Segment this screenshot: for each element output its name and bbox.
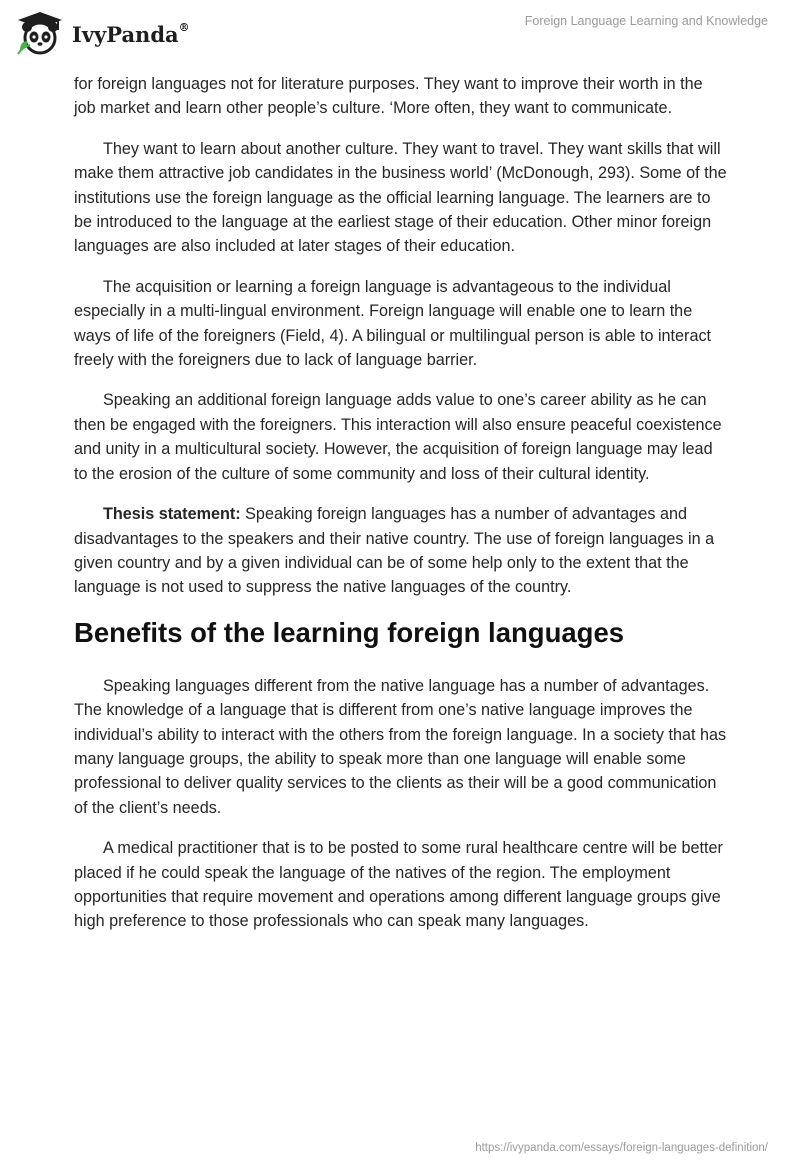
panda-graduate-icon	[14, 8, 66, 58]
logo-wordmark: IvyPanda®	[72, 20, 190, 47]
thesis-paragraph	[74, 502, 728, 600]
thesis-label: Thesis statement:	[103, 505, 241, 524]
page-header	[0, 0, 800, 70]
paragraph: A medical practitioner that is to be posted to some rural healthcare centre will be better placed if he could speak the language of the natives of the region. The employment opportunities that require movement and operations among different language groups give high preference to those professionals who can speak many languages.	[74, 839, 723, 931]
source-url-link[interactable]: https://ivypanda.com/essays/foreign-languages-definition/	[475, 1142, 768, 1154]
paragraph: Speaking an additional foreign language adds value to one’s career ability as he can then be engaged with the foreigners. This interaction will also ensure peaceful coexistence and unity in a multicultural society. However, the acquisition of foreign language may lead to the erosion of the culture of some community and loss of their cultural identity.	[74, 391, 722, 483]
paragraph: The acquisition or learning a foreign language is advantageous to the individual especially in a multi-lingual environment. Foreign language will enable one to learn the ways of life of the foreigners (Field, 4). A bilingual or multilingual person is able to interact freely with the foreigners due to lack of language barrier.	[74, 277, 712, 370]
ivypanda-logo[interactable]	[14, 8, 190, 58]
thesis-text: Speaking foreign languages has a number of advantages and disadvantages to the speakers and their native country. The use of foreign languages in a given country and by a given individual can be of some help only to the extent that the language is not used to suppress the native languages of the country.	[74, 505, 715, 597]
paragraph: They want to learn about another culture. They want to travel. They want skills that will make them attractive job candidates in the business world’ (McDonough, 293). Some of the institutions use the foreign language as the official learning language. The learners are to be introduced to the language at the earliest stage of their education. Other minor foreign languages are also included at later stages of their education.	[74, 139, 727, 256]
section-heading: Benefits of the learning foreign languages	[74, 616, 625, 648]
paragraph: Speaking languages different from the native language has a number of advantages. The knowledge of a language that is different from one’s native language improves the individual’s ability to interact with the others from the foreign language. In a society that has many language groups, the ability to speak more than one language will enable some professional to deliver quality services to the clients as their will be a good communication of the client’s needs.	[74, 676, 727, 817]
document-title: Foreign Language Learning and Knowledge	[524, 14, 768, 28]
essay-body	[74, 72, 728, 950]
paragraph: for foreign languages not for literature purposes. They want to improve their worth in the job market and learn other people’s culture. ‘More often, they want to communicate.	[74, 75, 703, 118]
